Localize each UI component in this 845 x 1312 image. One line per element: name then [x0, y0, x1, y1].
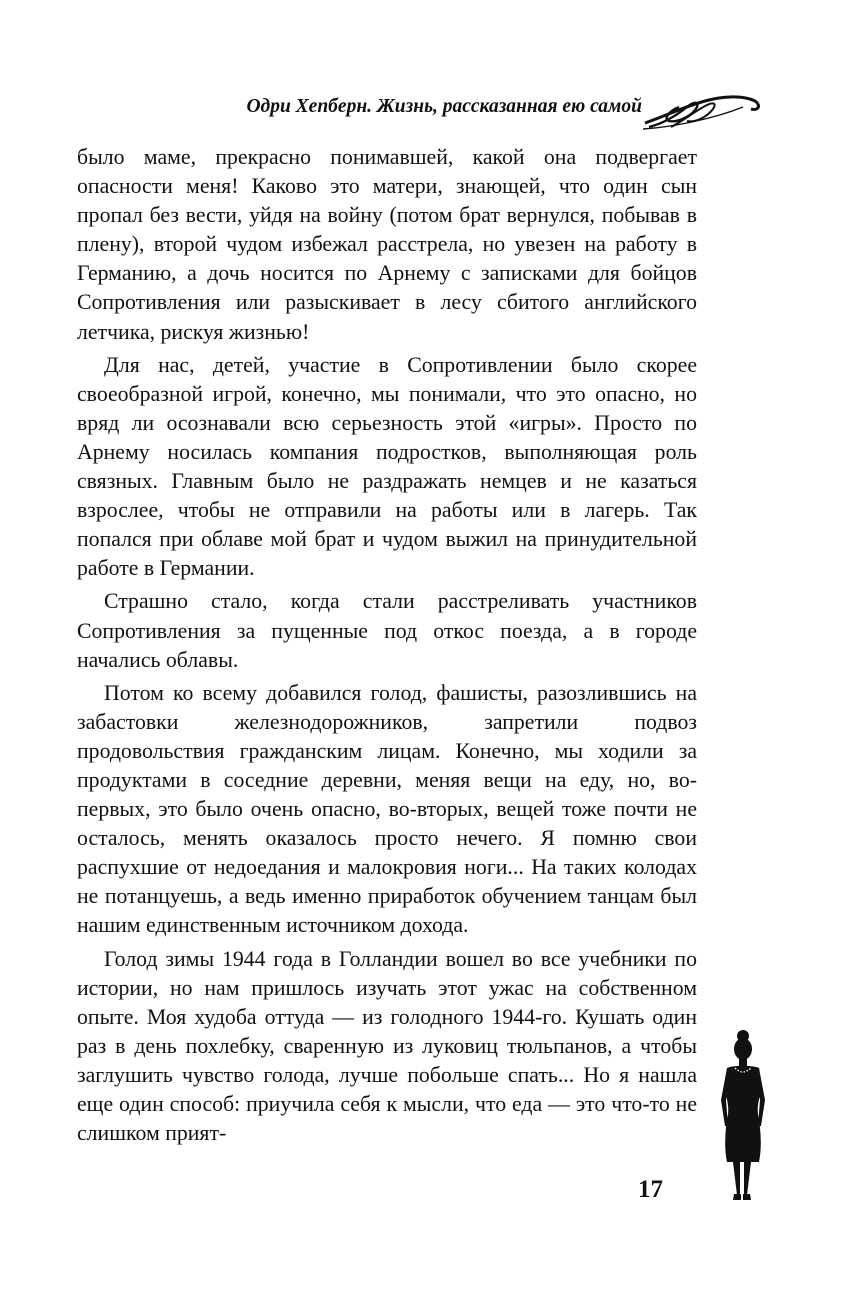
body-text: [77, 143, 697, 1152]
running-head: [200, 93, 765, 133]
page-number: 17: [638, 1176, 663, 1203]
ornament-swash-icon: [643, 93, 765, 133]
paragraph: Для нас, детей, участие в Сопротивлении было скорее своеобразной игрой, конечно, мы понимали, что это опасно, но вряд ли осознавали всю серьезность этой «игры». Просто по Арнему носилась компания подростков, выполняющая роль связных. Главным было не раздражать немцев и не казаться взрослее, чтобы не отправили на работы или в лагерь. Так попался при облаве мой брат и чудом выжил на принудительной работе в Германии.: [77, 352, 697, 581]
paragraph: было маме, прекрасно понимавшей, какой она подвергает опасности меня! Каково это матери, знающей, что один сын пропал без вести, уйдя на войну (потом брат вернулся, побывав в плену), второй чудом избежал расстрела, но увезен на работу в Германию, а дочь носится по Арнему с записками для бойцов Сопротивления или разыскивает в лесу сбитого английского летчика, рискуя жизнью!: [77, 145, 697, 344]
running-title: Одри Хепберн. Жизнь, рассказанная ею самой: [246, 96, 642, 117]
paragraph: Голод зимы 1944 года в Голландии вошел во все учебники по истории, но нам пришлось изучать этот ужас на собственном опыте. Моя худоба оттуда — из голодного 1944-го. Кушать один раз в день похлебку, сваренную из луковиц тюльпанов, а чтобы заглушить чувство голода, лучше побольше спать... Но я нашла еще один способ: приучила себя к мысли, что еда — это что-то не слишком прият-: [77, 946, 697, 1146]
paragraph: Потом ко всему добавился голод, фашисты, разозлившись на забастовки железнодорожников, запретили подвоз продовольствия гражданским лицам. Конечно, мы ходили за продуктами в соседние деревни, меняя вещи на еду, но, во-первых, это было очень опасно, во-вторых, вещей тоже почти не осталось, менять оказалось просто нечего. Я помню свои распухшие от недоедания и малокровия ноги... На таких колодах не потанцуешь, а ведь именно приработок обучением танцам был нашим единственным источником дохода.: [77, 680, 697, 938]
paragraph: Страшно стало, когда стали расстреливать участников Сопротивления за пущенные под откос поезда, а в городе начались облавы.: [77, 589, 697, 672]
woman-silhouette-icon: [713, 1030, 771, 1205]
